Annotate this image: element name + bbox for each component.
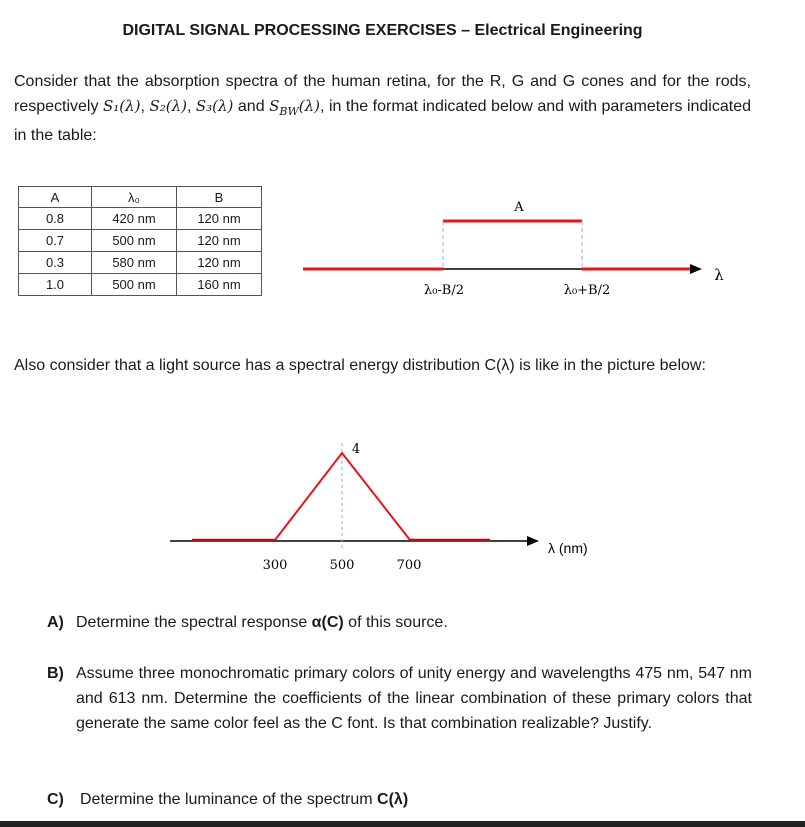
tick-label-500: 500 <box>329 558 355 573</box>
s3-symbol: S₃(λ) <box>195 97 234 115</box>
cell-lambda0: 500 nm <box>92 230 177 252</box>
question-c-label: C) <box>47 791 64 808</box>
cell-lambda0: 580 nm <box>92 252 177 274</box>
cell-b: 160 nm <box>177 274 262 296</box>
question-b-label: B) <box>47 665 64 682</box>
intro-text-2: , in the format indicated below and with parameters indicated in the table: <box>14 98 752 144</box>
cell-a: 0.3 <box>19 252 92 274</box>
question-c: C) Determine the luminance of the spectrum C(λ) <box>47 787 752 812</box>
intro-paragraph: Consider that the absorption spectra of the human retina, for the R, G and G cones and for the rods, respectively S₁(λ), S₂(λ), S₃(λ) and $S_{BW}(\lambda)$, in the format indicated below and with parameters indicated in the table: <box>14 73 752 144</box>
col-header-b: B <box>177 187 262 208</box>
lambda-axis-label: λ <box>714 266 724 284</box>
alpha-c-symbol: α(C) <box>311 614 344 631</box>
cell-a: 0.8 <box>19 208 92 230</box>
sbw-symbol: $S_{BW}(\lambda)$ <box>269 97 320 118</box>
cell-lambda0: 420 nm <box>92 208 177 230</box>
axis-arrow-icon <box>527 536 539 546</box>
tick-label-700: 700 <box>396 558 422 573</box>
question-a: A) Determine the spectral response α(C) of this source. <box>47 610 757 635</box>
page-title: DIGITAL SIGNAL PROCESSING EXERCISES – Electrical Engineering <box>122 22 643 39</box>
source-paragraph: Also consider that a light source has a spectral energy distribution C(λ) is like in the picture below: <box>14 357 706 374</box>
cell-b: 120 nm <box>177 208 262 230</box>
col-header-a: A <box>19 187 92 208</box>
peak-label: 4 <box>351 442 361 457</box>
axis-arrow-icon <box>690 264 702 274</box>
col-header-lambda0: λ₀ <box>92 187 177 208</box>
question-a-label: A) <box>47 614 64 631</box>
cell-b: 120 nm <box>177 230 262 252</box>
cell-a: 0.7 <box>19 230 92 252</box>
question-b: B) Assume three monochromatic primary colors of unity energy and wavelengths 475 nm, 547 nm and 613 nm. Determine the coefficients of the linear combination of these primary colors that generate the same color feel as the C font. Is that combination realizable? Justify. <box>47 661 752 736</box>
bottom-divider <box>0 821 805 827</box>
wavelength-axis-label: λ (nm) <box>548 540 588 556</box>
triangle-spectrum-diagram <box>0 435 805 585</box>
c-lambda-symbol: C(λ) <box>377 791 409 808</box>
triangle-spectrum-line <box>275 453 410 540</box>
cell-lambda0: 500 nm <box>92 274 177 296</box>
rect-spectrum-diagram <box>0 185 805 310</box>
s2-symbol: S₂(λ) <box>149 97 187 115</box>
s1-symbol: S₁(λ) <box>102 97 141 115</box>
cell-b: 120 nm <box>177 252 262 274</box>
left-edge-label: λ₀-B/2 <box>423 283 465 298</box>
amplitude-label: A <box>514 200 524 215</box>
cell-a: 1.0 <box>19 274 92 296</box>
right-edge-label: λ₀+B/2 <box>563 283 611 298</box>
tick-label-300: 300 <box>262 558 288 573</box>
intro-text-1: Consider that the absorption spectra of the human retina, for the R, G and G cones and for the rods, respectively <box>14 73 751 115</box>
